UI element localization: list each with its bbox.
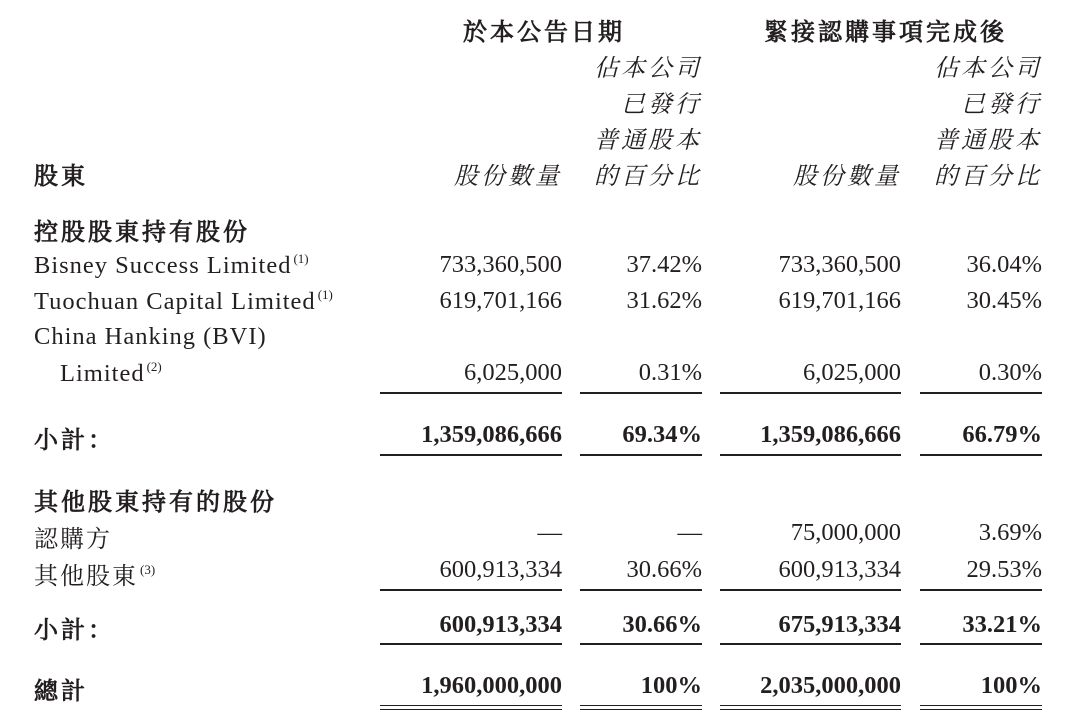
- cell-shares-after: 75,000,000: [790, 519, 901, 546]
- pct-header-after-line1: 佔本公司: [934, 54, 1042, 82]
- footnote-marker: (3): [140, 562, 156, 577]
- divider: [380, 392, 562, 394]
- double-underline: [580, 705, 702, 710]
- table-row-label: China Hanking (BVI): [34, 323, 267, 350]
- cell-shares-after: 600,913,334: [778, 556, 901, 583]
- subtotal-pct-after: 33.21%: [962, 611, 1042, 638]
- subtotal-pct-current: 30.66%: [622, 611, 702, 638]
- double-underline: [720, 705, 901, 710]
- divider: [380, 643, 562, 645]
- cell-pct-after: 29.53%: [966, 556, 1042, 583]
- subtotal-pct-current: 69.34%: [622, 421, 702, 448]
- subtotal-pct-after: 66.79%: [962, 421, 1042, 448]
- subtotal-shares-after: 1,359,086,666: [760, 421, 901, 448]
- pct-header-current-line3: 普通股本: [594, 126, 702, 154]
- total-shares-current: 1,960,000,000: [421, 672, 562, 699]
- divider: [580, 454, 702, 456]
- divider: [920, 643, 1042, 645]
- footnote-marker: (1): [317, 287, 333, 302]
- divider: [720, 454, 901, 456]
- divider: [920, 589, 1042, 591]
- pct-header-after-line2: 已發行: [961, 90, 1042, 118]
- subtotal-shares-current: 600,913,334: [439, 611, 562, 638]
- shares-header-current: 股份數量: [454, 162, 562, 190]
- pct-header-after-line3: 普通股本: [934, 126, 1042, 154]
- shareholder-column-header: 股東: [34, 161, 88, 190]
- double-underline: [380, 705, 562, 710]
- cell-shares-current: 6,025,000: [464, 359, 562, 386]
- cell-shares-after: 733,360,500: [778, 251, 901, 278]
- section-title-other: 其他股東持有的股份: [34, 487, 277, 516]
- divider: [720, 392, 901, 394]
- table-row-label: Tuochuan Capital Limited $^{(1)}$: [34, 287, 333, 315]
- column-group-after-subscription: 緊接認購事項完成後: [764, 17, 1007, 46]
- divider: [720, 589, 901, 591]
- cell-pct-after: 36.04%: [966, 251, 1042, 278]
- table-row-label-continued: Limited $^{(2)}$: [60, 359, 162, 387]
- cell-shares-after: 6,025,000: [803, 359, 901, 386]
- cell-pct-after: 30.45%: [966, 287, 1042, 314]
- cell-shares-after: 619,701,166: [778, 287, 901, 314]
- subtotal-shares-after: 675,913,334: [778, 611, 901, 638]
- total-shares-after: 2,035,000,000: [760, 672, 901, 699]
- table-row-label: 認購方: [34, 527, 112, 553]
- pct-header-current-line1: 佔本公司: [594, 54, 702, 82]
- section-title-controlling: 控股股東持有股份: [34, 217, 250, 246]
- divider: [580, 392, 702, 394]
- cell-shares-current: 733,360,500: [439, 251, 562, 278]
- double-underline: [920, 705, 1042, 710]
- divider: [920, 392, 1042, 394]
- table-row-label: Bisney Success Limited $^{(1)}$: [34, 251, 309, 279]
- cell-shares-current: 600,913,334: [439, 556, 562, 583]
- subtotal-label: 小計：: [34, 615, 115, 644]
- cell-shares-current: —: [537, 519, 562, 546]
- cell-pct-current: 0.31%: [638, 359, 702, 386]
- total-pct-current: 100%: [640, 672, 702, 699]
- column-group-current: 於本公告日期: [463, 17, 625, 46]
- pct-header-after-line4: 的百分比: [934, 162, 1042, 190]
- cell-shares-current: 619,701,166: [439, 287, 562, 314]
- divider: [580, 643, 702, 645]
- divider: [580, 589, 702, 591]
- pct-header-current-line4: 的百分比: [594, 162, 702, 190]
- cell-pct-current: —: [677, 519, 702, 546]
- subtotal-label: 小計：: [34, 425, 115, 454]
- table-row-label: 其他股東 $^{(3)}$: [34, 562, 156, 590]
- pct-header-current-line2: 已發行: [621, 90, 702, 118]
- divider: [380, 589, 562, 591]
- shares-header-after: 股份數量: [793, 162, 901, 190]
- cell-pct-after: 3.69%: [978, 519, 1042, 546]
- total-label: 總計: [34, 676, 88, 705]
- subtotal-shares-current: 1,359,086,666: [421, 421, 562, 448]
- total-pct-after: 100%: [980, 672, 1042, 699]
- cell-pct-current: 31.62%: [626, 287, 702, 314]
- cell-pct-after: 0.30%: [978, 359, 1042, 386]
- cell-pct-current: 30.66%: [626, 556, 702, 583]
- cell-pct-current: 37.42%: [626, 251, 702, 278]
- divider: [380, 454, 562, 456]
- divider: [920, 454, 1042, 456]
- footnote-marker: (2): [146, 359, 162, 374]
- footnote-marker: (1): [293, 251, 309, 266]
- divider: [720, 643, 901, 645]
